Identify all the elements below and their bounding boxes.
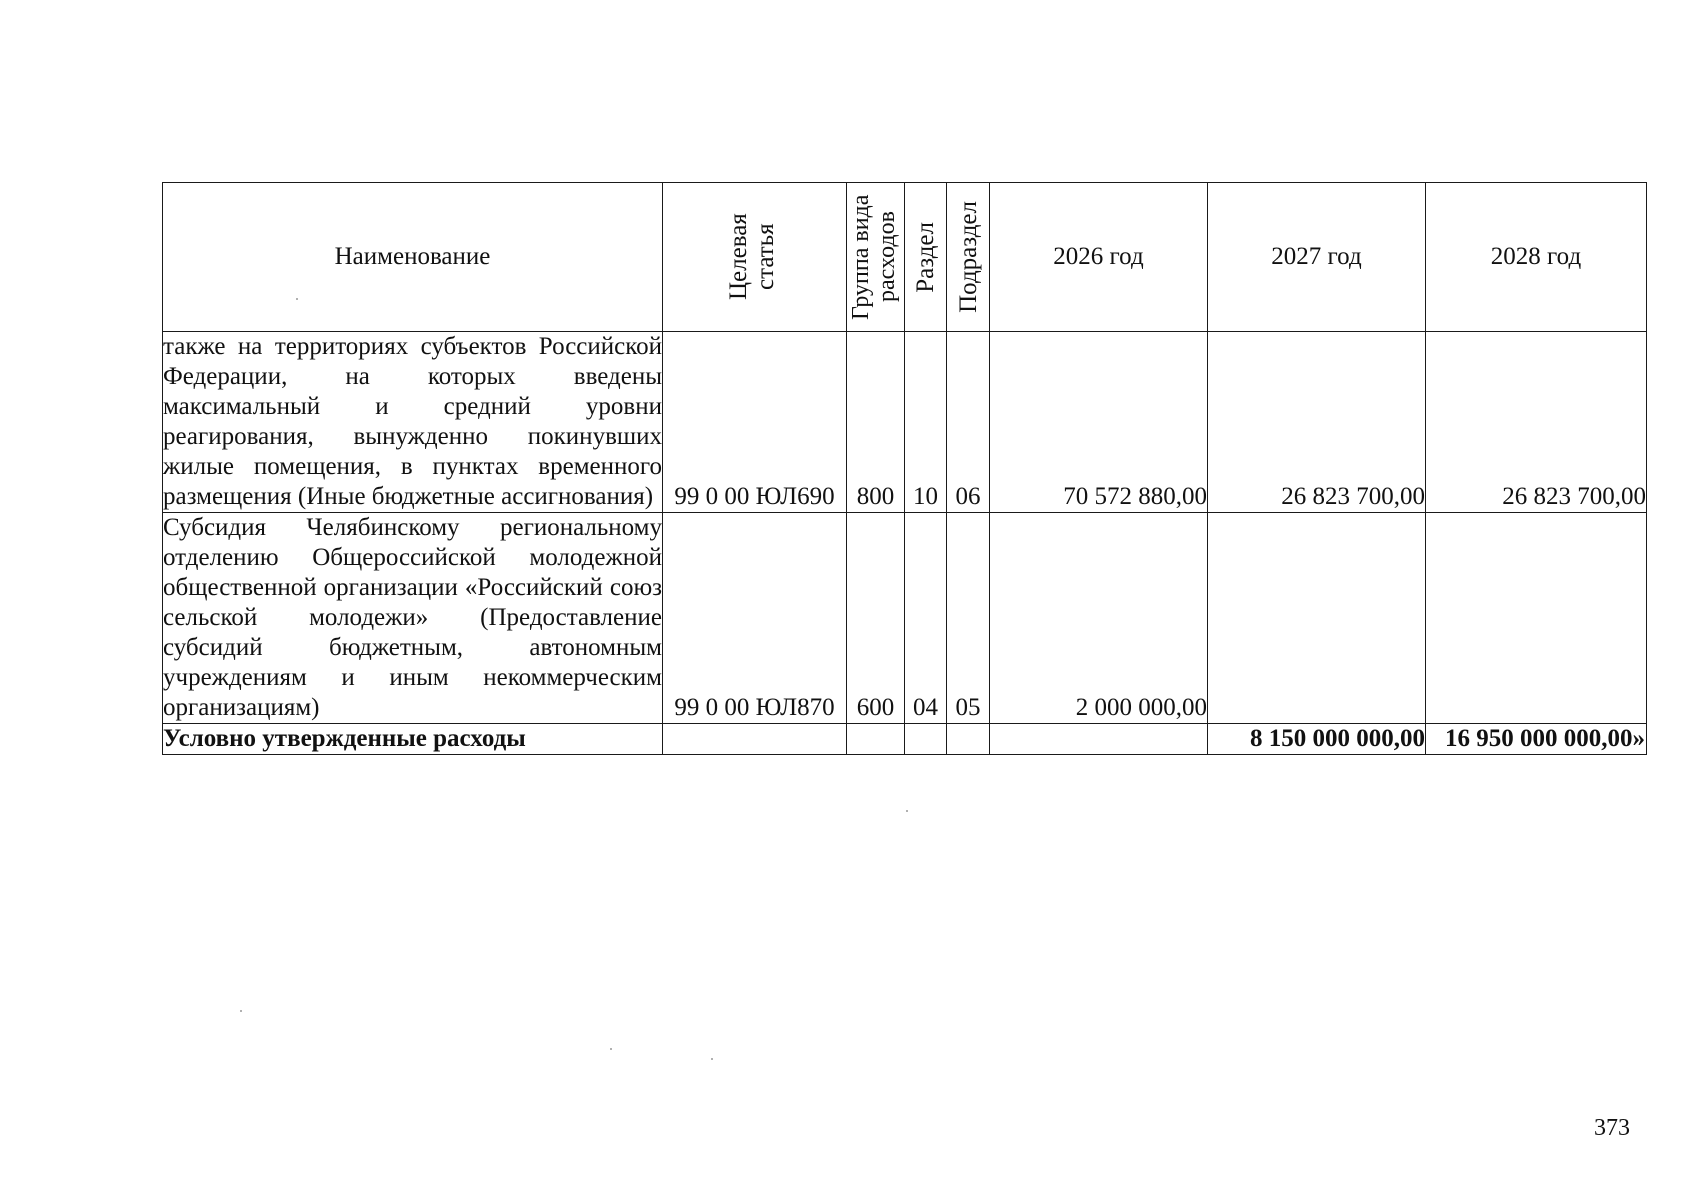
row-name-text: Субсидия Челябинскому региональному отделению Общероссийской молодежной общественной организации «Российский союз сельской молодежи» (Предоставление субсидий бюджетным, автономным учреждениям и иным некоммерческим организациям): [163, 514, 662, 721]
total-row: [163, 724, 1647, 755]
row-target-article: 99 0 00 ЮЛ690: [663, 332, 847, 513]
row-value-2026: 70 572 880,00: [990, 332, 1208, 513]
header-target-article: [663, 183, 847, 332]
table-row: [163, 332, 1647, 513]
scan-speck: [296, 298, 298, 300]
budget-table: [162, 182, 1647, 755]
scan-speck: [610, 1048, 612, 1050]
total-expense-group: [847, 724, 905, 755]
row-value-2027: [1208, 513, 1426, 724]
page-number: 373: [1594, 1115, 1630, 1141]
row-section: 10: [905, 332, 947, 513]
table-row: [163, 513, 1647, 724]
header-year-2027: [1208, 183, 1426, 332]
total-value-2026: [990, 724, 1208, 755]
header-year-2026: [990, 183, 1208, 332]
total-subsection: [947, 724, 990, 755]
row-expense-group: 600: [847, 513, 905, 724]
scan-speck: [906, 810, 908, 812]
row-section: 04: [905, 513, 947, 724]
header-subsection-label: Подраздел: [954, 201, 982, 313]
header-expense-group-label: Группа вида расходов: [847, 194, 900, 320]
total-value-2027: 8 150 000 000,00: [1208, 724, 1426, 755]
row-expense-group: 800: [847, 332, 905, 513]
header-target-article-label: Целевая статья: [724, 213, 779, 301]
row-name-cell: [163, 332, 663, 513]
row-value-2028: 26 823 700,00: [1426, 332, 1647, 513]
table-header-row: [163, 183, 1647, 332]
header-section-label: Раздел: [912, 221, 939, 293]
scan-speck: [240, 1010, 242, 1012]
row-name-cell: [163, 513, 663, 724]
row-value-2027: 26 823 700,00: [1208, 332, 1426, 513]
row-name-text: также на территориях субъектов Российской Федерации, на которых введены максимальный и средний уровни реагирования, вынужденно покинувших жилые помещения, в пунктах временного размещения (Иные бюджетные ассигнования): [163, 333, 662, 510]
header-year-2027-label: 2027 год: [1271, 243, 1362, 270]
total-value-2028: 16 950 000 000,00»: [1426, 724, 1647, 755]
row-value-2028: [1426, 513, 1647, 724]
row-subsection: 06: [947, 332, 990, 513]
header-section: [905, 183, 947, 332]
row-subsection: 05: [947, 513, 990, 724]
header-subsection: [947, 183, 990, 332]
header-expense-group: [847, 183, 905, 332]
scan-speck: [711, 1058, 713, 1060]
row-value-2026: 2 000 000,00: [990, 513, 1208, 724]
header-year-2028: [1426, 183, 1647, 332]
header-year-2028-label: 2028 год: [1490, 243, 1582, 270]
total-section: [905, 724, 947, 755]
total-name: Условно утвержденные расходы: [163, 724, 663, 755]
total-target-article: [663, 724, 847, 755]
header-name-label: Наименование: [334, 243, 491, 270]
row-target-article: 99 0 00 ЮЛ870: [663, 513, 847, 724]
header-year-2026-label: 2026 год: [1053, 243, 1144, 270]
header-name: [163, 183, 663, 332]
